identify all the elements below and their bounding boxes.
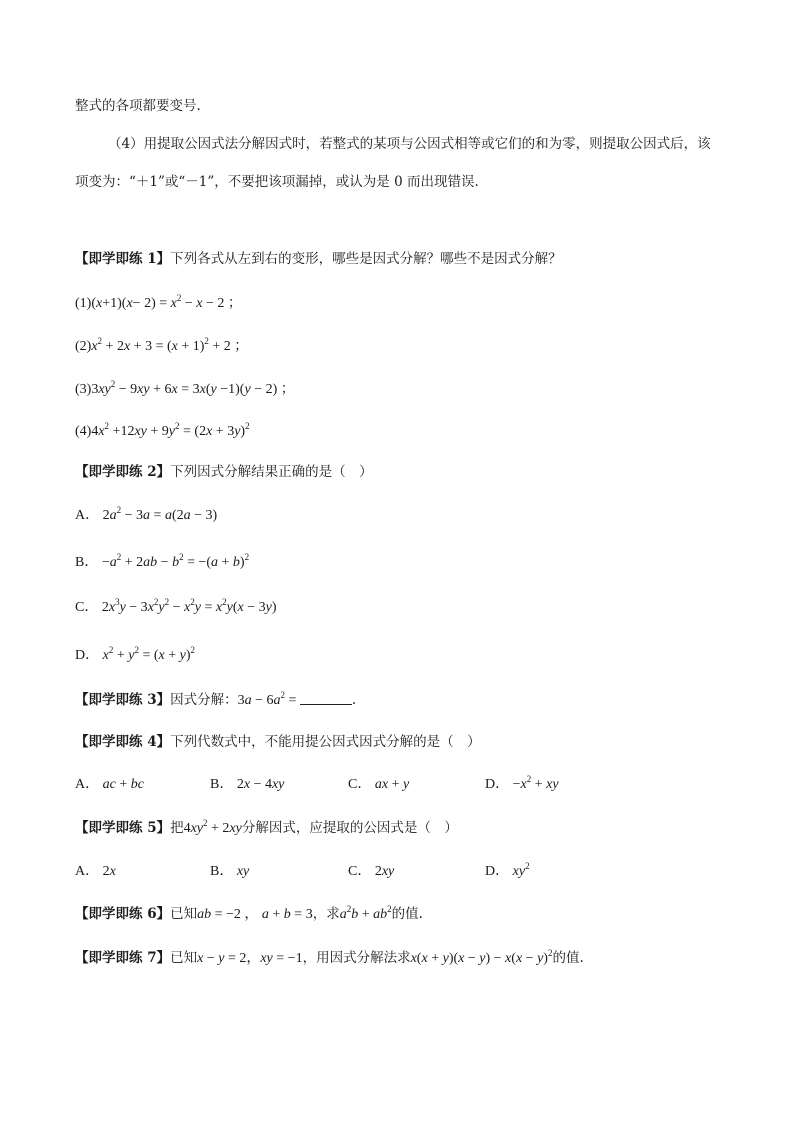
option-b: B． 2x − 4xy: [210, 777, 285, 792]
exercise-1-item-1: $(1)(x+1)(x- 2) = x^2 - x - 2$ ；: [75, 293, 242, 311]
answer-blank[interactable]: [300, 692, 352, 705]
exercise-1-item-2: $(2)x^2 + 2x + 3 = (x + 1)^2 + 2$ ；: [75, 336, 249, 354]
exercise-4-options: [75, 775, 715, 795]
exercise-5-options: [75, 862, 715, 882]
exercise-1-question: 【即学即练 1】下列各式从左到右的变形，哪些是因式分解？哪些不是因式分解？: [75, 251, 562, 267]
expression: $x(x + y)(x - y) - x(x - y)^2$: [410, 948, 553, 966]
expression: $a^2b + ab^2$: [339, 904, 392, 922]
exercise-tag: 【即学即练 3】: [75, 692, 171, 708]
option-a: A． 2x: [75, 864, 116, 879]
condition: x − y = 2，xy = −1: [197, 951, 303, 966]
exercise-tag: 【即学即练 4】: [75, 734, 171, 750]
option-d: D． $xy^2$: [485, 861, 530, 879]
note-4-line-2: 项变为：“＋1”或“－1”，不要把该项漏掉，或认为是 0 而出现错误.: [75, 174, 479, 190]
exercise-5-question: 【即学即练 5】把$4xy^2 + 2xy$分解因式，应提取的公因式是（ ）: [75, 818, 458, 836]
equation: $x^2 + y^2 = (x + y)^2$: [102, 645, 196, 663]
equation: $3xy^2 - 9xy + 6x = 3x(y -1)(y - 2)$ ；: [91, 379, 295, 397]
equation: $2x^3y - 3x^2y^2 - x^2y = x^2y(x - 3y)$: [101, 597, 277, 615]
exercise-tag: 【即学即练 7】: [75, 950, 171, 966]
option-c: C． 2xy: [348, 864, 395, 879]
exercise-2-question: 【即学即练 2】下列因式分解结果正确的是（ ）: [75, 464, 373, 480]
option-b: B． xy: [210, 864, 250, 879]
equation: $3a - 6a^2$ =: [237, 690, 300, 708]
exercise-tag: 【即学即练 1】: [75, 251, 171, 267]
exercise-7-question: 【即学即练 7】已知x − y = 2，xy = −1，用因式分解法求$x(x + y)(x - y) - x(x - y)^2$的值.: [75, 948, 584, 966]
equation: $4x^2 +12xy + 9y^2 = (2x + 3y)^2$: [91, 421, 250, 439]
equation: $(x+1)(x- 2) = x^2 - x - 2$ ；: [91, 293, 242, 311]
equation: $x^2 + 2x + 3 = (x + 1)^2 + 2$ ；: [91, 336, 249, 354]
option-a: A． ac + bc: [75, 777, 144, 792]
exercise-6-question: 【即学即练 6】已知ab = −2 ， a + b = 3，求$a^2b + ab^2$的值.: [75, 904, 423, 922]
exercise-1-item-3: $(3)3xy^2 - 9xy + 6x = 3x(y -1)(y - 2)$ ；: [75, 379, 295, 397]
equation: $2a^2 - 3a = a(2a - 3)$: [102, 505, 218, 523]
exercise-2-option-a: A． $2a^2 - 3a = a(2a - 3)$: [75, 505, 218, 523]
note-4-line-1: （4）用提取公因式法分解因式时，若整式的某项与公因式相等或它们的和为零，则提取公因式后，该: [108, 136, 711, 152]
condition: ab = −2 ， a + b = 3: [197, 907, 313, 922]
exercise-4-question: 【即学即练 4】下列代数式中，不能用提公因式因式分解的是（ ）: [75, 734, 481, 750]
exercise-tag: 【即学即练 5】: [75, 820, 171, 836]
paragraph-tail: 整式的各项都要变号.: [75, 98, 201, 114]
exercise-2-option-c: C． $2x^3y - 3x^2y^2 - x^2y = x^2y(x - 3y)$: [75, 597, 277, 615]
expression: $4xy^2 + 2xy$: [183, 818, 242, 836]
option-c: C． ax + y: [348, 777, 410, 792]
exercise-2-option-d: D． $x^2 + y^2 = (x + y)^2$: [75, 645, 196, 663]
exercise-2-option-b: B． $-a^2 + 2ab - b^2 = -(a + b)^2$: [75, 552, 250, 570]
exercise-3-question: 【即学即练 3】因式分解：$3a - 6a^2$ = .: [75, 690, 357, 708]
exercise-1-item-4: $(4)4x^2 +12xy + 9y^2 = (2x + 3y)^2$: [75, 421, 250, 439]
option-d: D． $-x^2$ + xy: [485, 774, 559, 792]
equation: $-a^2 + 2ab - b^2 = -(a + b)^2$: [101, 552, 250, 570]
exercise-tag: 【即学即练 6】: [75, 906, 171, 922]
exercise-tag: 【即学即练 2】: [75, 464, 171, 480]
